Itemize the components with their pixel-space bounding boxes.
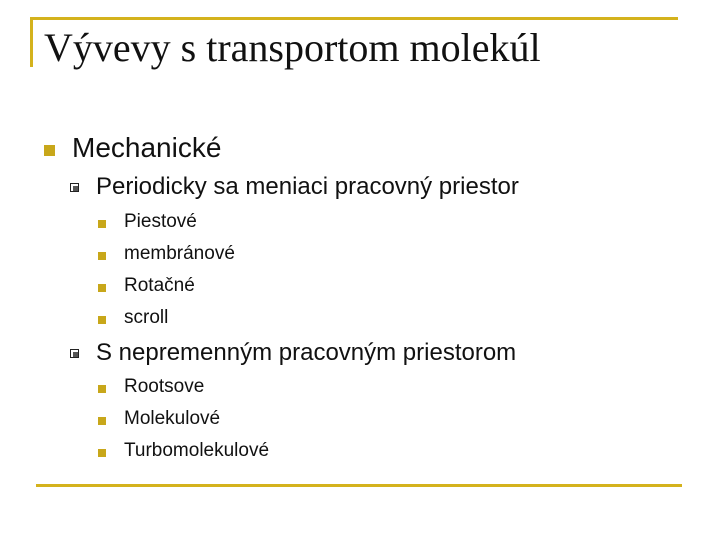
square-bullet-icon xyxy=(98,449,106,457)
square-bullet-icon xyxy=(98,316,106,324)
level3-item: scroll xyxy=(124,307,169,328)
square-bullet-icon xyxy=(98,417,106,425)
hollow-square-bullet-icon xyxy=(70,349,79,358)
level3-item: membránové xyxy=(124,243,235,264)
level3-item: Turbomolekulové xyxy=(124,440,270,461)
square-bullet-icon xyxy=(98,385,106,393)
level3-item: Rootsove xyxy=(124,376,205,397)
square-bullet-icon xyxy=(98,220,106,228)
square-bullet-icon xyxy=(98,284,106,292)
level2-item-periodic: Periodicky sa meniaci pracovný priestor xyxy=(96,173,519,200)
square-bullet-icon xyxy=(98,252,106,260)
level3-item: Rotačné xyxy=(124,275,195,296)
left-rule xyxy=(30,17,33,67)
level1-item: Mechanické xyxy=(72,132,222,163)
level3-item: Piestové xyxy=(124,211,197,232)
bottom-rule xyxy=(36,484,682,487)
slide-title: Vývevy s transportom molekúl xyxy=(44,25,541,70)
level3-item: Molekulové xyxy=(124,408,221,429)
square-bullet-icon xyxy=(44,145,55,156)
top-rule xyxy=(30,17,678,20)
hollow-square-bullet-icon xyxy=(70,183,79,192)
level2-item-constant: S nepremenným pracovným priestorom xyxy=(96,339,517,366)
